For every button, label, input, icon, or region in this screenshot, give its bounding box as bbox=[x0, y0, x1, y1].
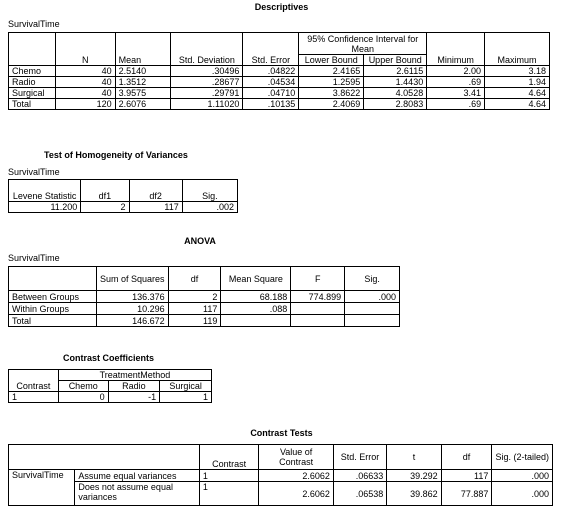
anova-title: ANOVA bbox=[184, 236, 216, 246]
cell: 117 bbox=[441, 470, 492, 482]
cell bbox=[221, 315, 291, 327]
cell: .29791 bbox=[171, 88, 243, 99]
cell: 2.6076 bbox=[115, 99, 171, 110]
coefficients-table bbox=[8, 369, 212, 403]
row-label: 1 bbox=[9, 392, 59, 403]
cell: 2.8083 bbox=[364, 99, 427, 110]
tests-header-std-error: Std. Error bbox=[333, 445, 386, 470]
cell: 0 bbox=[58, 392, 108, 403]
cell: 1.2595 bbox=[299, 77, 364, 88]
cell: .002 bbox=[182, 202, 237, 213]
cell: .04822 bbox=[243, 66, 299, 77]
cell: 1.11020 bbox=[171, 99, 243, 110]
cell: .088 bbox=[221, 303, 291, 315]
tests-header-t: t bbox=[387, 445, 441, 470]
cell: 3.8622 bbox=[299, 88, 364, 99]
descriptives-title: Descriptives bbox=[254, 2, 309, 12]
table-row bbox=[9, 88, 550, 99]
tests-title: Contrast Tests bbox=[250, 428, 313, 438]
cell: 1.3512 bbox=[115, 77, 171, 88]
table-row bbox=[9, 303, 400, 315]
cell: .06633 bbox=[333, 470, 386, 482]
cell: 68.188 bbox=[221, 291, 291, 303]
cell: 2.00 bbox=[427, 66, 485, 77]
cell: 4.64 bbox=[485, 88, 550, 99]
row-label: Within Groups bbox=[9, 303, 97, 315]
descriptives-header-std-error: Std. Error bbox=[243, 33, 299, 66]
descriptives-header-minimum: Minimum bbox=[427, 33, 485, 66]
row-label: Surgical bbox=[9, 88, 56, 99]
tests-table bbox=[8, 444, 553, 506]
cell: 40 bbox=[55, 77, 115, 88]
cell: 3.41 bbox=[427, 88, 485, 99]
cell: 40 bbox=[55, 88, 115, 99]
cell bbox=[345, 303, 400, 315]
cell: 2.4069 bbox=[299, 99, 364, 110]
descriptives-header-upper-bound: Upper Bound bbox=[364, 55, 427, 66]
cell: 1.4430 bbox=[364, 77, 427, 88]
cell: 3.9575 bbox=[115, 88, 171, 99]
coefficients-header-surgical: Surgical bbox=[160, 381, 212, 392]
anova-header-sig: Sig. bbox=[345, 267, 400, 291]
cell: 2 bbox=[81, 202, 129, 213]
homogeneity-title: Test of Homogeneity of Variances bbox=[44, 150, 188, 160]
descriptives-header-std-deviation: Std. Deviation bbox=[171, 33, 243, 66]
descriptives-header-maximum: Maximum bbox=[485, 33, 550, 66]
descriptives-header-mean: Mean bbox=[115, 33, 171, 66]
homogeneity-header-df2: df2 bbox=[129, 180, 182, 202]
table-row bbox=[9, 392, 212, 403]
cell: 774.899 bbox=[291, 291, 345, 303]
descriptives-header-lower-bound: Lower Bound bbox=[299, 55, 364, 66]
coefficients-header-contrast: Contrast bbox=[9, 370, 59, 392]
cell: 39.292 bbox=[387, 470, 441, 482]
cell: .28677 bbox=[171, 77, 243, 88]
anova-corner bbox=[9, 267, 97, 291]
cell: 117 bbox=[168, 303, 221, 315]
tests-corner bbox=[9, 445, 200, 470]
row-label: Radio bbox=[9, 77, 56, 88]
tests-header-df: df bbox=[441, 445, 492, 470]
cell: 2.6115 bbox=[364, 66, 427, 77]
table-row bbox=[9, 291, 400, 303]
homogeneity-table bbox=[8, 179, 238, 213]
cell: .69 bbox=[427, 77, 485, 88]
cell: -1 bbox=[108, 392, 160, 403]
cell: 4.64 bbox=[485, 99, 550, 110]
descriptives-table bbox=[8, 32, 550, 110]
cell: 146.672 bbox=[96, 315, 168, 327]
cell: .04534 bbox=[243, 77, 299, 88]
cell: 77.887 bbox=[441, 482, 492, 506]
cell: 1 bbox=[199, 470, 259, 482]
cell: .06538 bbox=[333, 482, 386, 506]
cell: .30496 bbox=[171, 66, 243, 77]
table-row bbox=[9, 77, 550, 88]
cell: 2.6062 bbox=[259, 470, 333, 482]
cell: 3.18 bbox=[485, 66, 550, 77]
cell bbox=[345, 315, 400, 327]
cell: 1 bbox=[160, 392, 212, 403]
row-label: Between Groups bbox=[9, 291, 97, 303]
cell: 10.296 bbox=[96, 303, 168, 315]
cell: .000 bbox=[492, 482, 553, 506]
descriptives-header-ci: 95% Confidence Interval for Mean bbox=[299, 33, 427, 55]
table-row bbox=[9, 66, 550, 77]
cell bbox=[291, 303, 345, 315]
cell: .69 bbox=[427, 99, 485, 110]
cell: .000 bbox=[345, 291, 400, 303]
tests-header-value-of-contrast: Value of Contrast bbox=[259, 445, 333, 470]
tests-variable-label: SurvivalTime bbox=[9, 470, 75, 506]
cell: 120 bbox=[55, 99, 115, 110]
cell: 2 bbox=[168, 291, 221, 303]
table-row bbox=[9, 470, 553, 482]
table-row bbox=[9, 202, 238, 213]
coefficients-header-radio: Radio bbox=[108, 381, 160, 392]
cell bbox=[291, 315, 345, 327]
homogeneity-header-df1: df1 bbox=[81, 180, 129, 202]
cell: .10135 bbox=[243, 99, 299, 110]
cell: 1 bbox=[199, 482, 259, 506]
cell: 2.5140 bbox=[115, 66, 171, 77]
tests-header-sig: Sig. (2-tailed) bbox=[492, 445, 553, 470]
cell: 2.6062 bbox=[259, 482, 333, 506]
homogeneity-header-levene: Levene Statistic bbox=[9, 180, 81, 202]
table-row bbox=[9, 482, 553, 506]
table-row bbox=[9, 99, 550, 110]
cell: 11.200 bbox=[9, 202, 81, 213]
cell: 136.376 bbox=[96, 291, 168, 303]
cell: 4.0528 bbox=[364, 88, 427, 99]
row-label: Does not assume equal variances bbox=[75, 482, 199, 506]
anova-table bbox=[8, 266, 400, 327]
cell: 39.862 bbox=[387, 482, 441, 506]
row-label: Chemo bbox=[9, 66, 56, 77]
coefficients-header-chemo: Chemo bbox=[58, 381, 108, 392]
descriptives-variable-label: SurvivalTime bbox=[8, 19, 60, 29]
cell: .000 bbox=[492, 470, 553, 482]
homogeneity-header-sig: Sig. bbox=[182, 180, 237, 202]
cell: 117 bbox=[129, 202, 182, 213]
descriptives-header-n: N bbox=[55, 33, 115, 66]
anova-header-mean-square: Mean Square bbox=[221, 267, 291, 291]
row-label: Total bbox=[9, 99, 56, 110]
cell: 40 bbox=[55, 66, 115, 77]
cell: 2.4165 bbox=[299, 66, 364, 77]
homogeneity-variable-label: SurvivalTime bbox=[8, 167, 60, 177]
table-row bbox=[9, 315, 400, 327]
anova-header-sum-of-squares: Sum of Squares bbox=[96, 267, 168, 291]
row-label: Total bbox=[9, 315, 97, 327]
coefficients-title: Contrast Coefficients bbox=[63, 353, 155, 363]
row-label: Assume equal variances bbox=[75, 470, 199, 482]
cell: 1.94 bbox=[485, 77, 550, 88]
anova-header-f: F bbox=[291, 267, 345, 291]
cell: 119 bbox=[168, 315, 221, 327]
anova-header-df: df bbox=[168, 267, 221, 291]
coefficients-header-group: TreatmentMethod bbox=[58, 370, 211, 381]
tests-header-contrast: Contrast bbox=[199, 445, 259, 470]
anova-variable-label: SurvivalTime bbox=[8, 253, 60, 263]
cell: .04710 bbox=[243, 88, 299, 99]
descriptives-corner bbox=[9, 33, 56, 66]
